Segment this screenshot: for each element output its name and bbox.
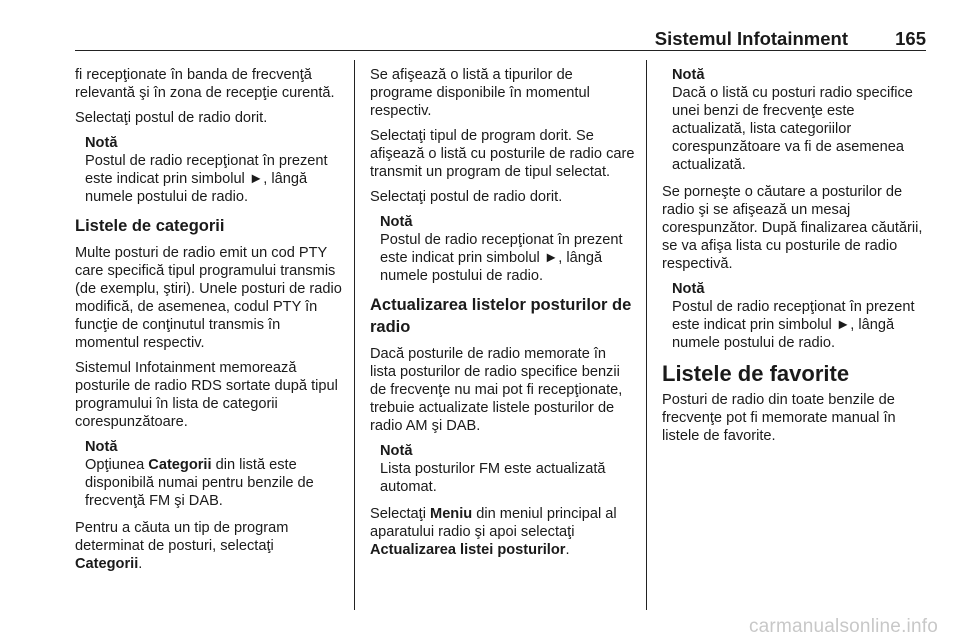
note-box (380, 442, 635, 496)
column-divider-1 (354, 60, 355, 610)
ui-term: Categorii (148, 457, 212, 473)
note-text: Opţiunea (85, 457, 149, 473)
paragraph (75, 519, 343, 573)
note-title: Notă (85, 135, 118, 151)
paragraph: Se afişează o listă a tipurilor de programe disponibile în momentul respectiv. (370, 67, 590, 119)
paragraph: Selectaţi postul de radio dorit. (370, 189, 563, 205)
ui-term: Actualizarea listei posturilor (370, 542, 566, 558)
paragraph: Selectaţi postul de radio dorit. (75, 110, 268, 126)
paragraph: Dacă posturile de radio memorate în lista posturilor de radio specifice benzii de frecvenţe nu mai pot fi recepţionate, trebuie actualizate listele posturilor de radio AM şi DAB. (370, 346, 623, 434)
section-heading: Listele de categorii (75, 217, 225, 235)
watermark: carmanualsonline.info (748, 616, 938, 637)
note-title: Notă (380, 214, 413, 230)
note-title: Notă (672, 281, 705, 297)
note-text: Postul de radio recepţionat în prezent este indicat prin simbolul ►, lângă numele postului de radio. (380, 232, 623, 284)
page-header (75, 24, 926, 51)
note-text: Postul de radio recepţionat în prezent este indicat prin simbolul ►, lângă numele postului de radio. (672, 299, 915, 351)
paragraph: Posturi de radio din toate benzile de frecvenţe pot fi memorate manual în listele de favorite. (662, 392, 896, 444)
paragraph (370, 505, 635, 559)
section-heading-large: Listele de favorite (662, 361, 850, 386)
note-text: Dacă o listă cu posturi radio specifice unei benzi de frecvenţe este actualizată, lista categoriilor corespunzătoare va fi de asemenea actualizată. (672, 85, 913, 173)
section-heading: Actualizarea listelor posturilor de radio (370, 296, 632, 336)
column-1 (75, 66, 343, 580)
column-3 (662, 66, 930, 452)
note-title: Notă (672, 67, 705, 83)
column-divider-2 (646, 60, 647, 610)
column-2 (370, 66, 635, 566)
paragraph: Se porneşte o căutare a posturilor de radio şi se afişează un mesaj corespunzător. După finalizarea căutării, se va afişa lista cu posturile de radio respectivă. (662, 184, 923, 272)
note-box (672, 66, 930, 174)
note-box (380, 213, 635, 285)
paragraph: fi recepţionate în banda de frecvenţă relevantă şi în zona de recepţie curentă. (75, 67, 335, 101)
paragraph-text: din meniul principal al aparatului radio şi apoi selectaţi (370, 506, 617, 540)
note-box (85, 134, 343, 206)
ui-term: Categorii (75, 556, 139, 572)
ui-term: Meniu (430, 506, 473, 522)
paragraph: Multe posturi de radio emit un cod PTY care specifică tipul programului transmis (de exemplu, ştiri). Unele posturi de radio modifică, de asemenea, codul PTY în funcţie de conţinutul transmis în momentul respectiv. (75, 245, 342, 351)
page-header-title: Sistemul Infotainment (654, 28, 848, 49)
paragraph: Sistemul Infotainment memorează posturile de radio RDS sortate după tipul programului în lista de categorii corespunzătoare. (75, 360, 338, 430)
note-text: Lista posturilor FM este actualizată automat. (380, 461, 606, 495)
note-box (85, 438, 343, 510)
paragraph-text: Selectaţi (370, 506, 431, 522)
paragraph-text: . (138, 556, 143, 572)
page-number: 165 (895, 28, 926, 49)
paragraph-text: Pentru a căuta un tip de program determinat de posturi, selectaţi (75, 520, 289, 554)
note-text: Postul de radio recepţionat în prezent este indicat prin simbolul ►, lângă numele postului de radio. (85, 153, 328, 205)
note-text: din listă este disponibilă numai pentru benzile de frecvenţă FM şi DAB. (85, 457, 314, 509)
paragraph: Selectaţi tipul de program dorit. Se afişează o listă cu posturile de radio care transmit un program de tipul selectat. (370, 128, 635, 180)
note-title: Notă (85, 439, 118, 455)
note-title: Notă (380, 443, 413, 459)
paragraph-text: . (565, 542, 570, 558)
note-box (672, 280, 930, 352)
